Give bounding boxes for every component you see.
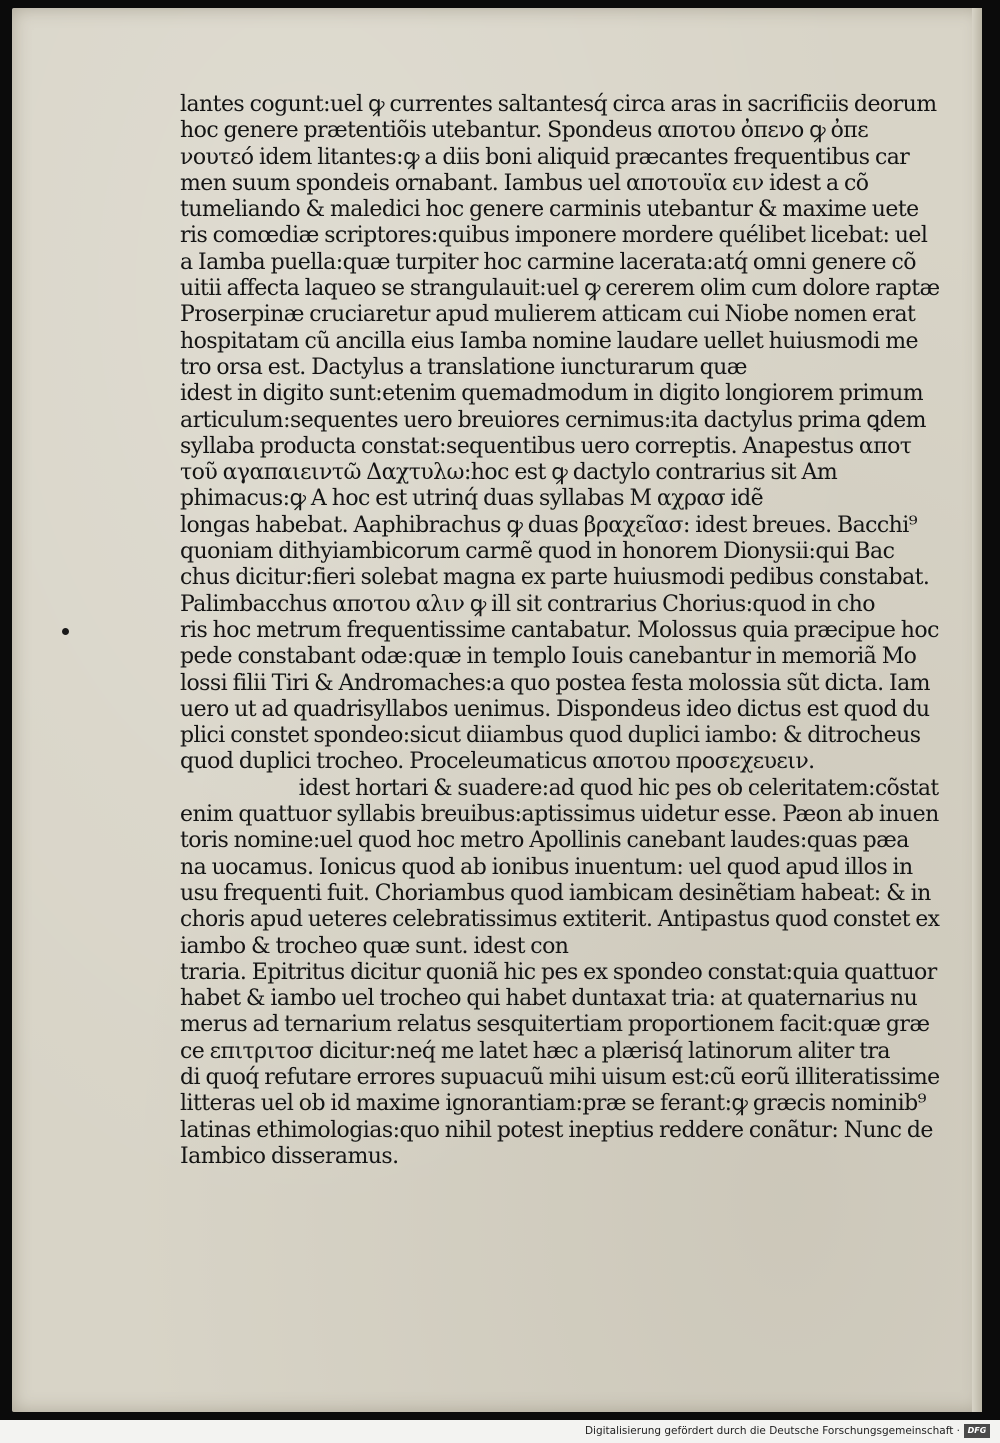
text-line: traria. Epitritus dicitur quoniã hic pes ex spondeo constat:quia quattuor [180, 959, 937, 985]
text-line: pede constabant odæ:quæ in templo Iouis canebantur in memoriã Mo [180, 644, 917, 670]
text-line: litteras uel ob id maxime ignorantiam:præ se ferant:ꝙ græcis nominib⁹ [180, 1091, 926, 1117]
text-line: plici constet spondeo:sicut diiambus quod duplici iambo: & ditrocheus [180, 723, 921, 749]
text-line: merus ad ternarium relatus sesquitertiam proportionem facit:quæ græ [180, 1012, 930, 1038]
text-line: quod duplici trocheo. Proceleumaticus αποτου προσεχευειν. [180, 749, 815, 775]
text-line: latinas ethimologias:quo nihil potest ineptius reddere conãtur: Nunc de [180, 1117, 933, 1143]
text-line: Palimbacchus αποτου αλιν ꝙ ill sit contrarius Chorius:quod in cho [180, 591, 875, 617]
text-line: hospitatam cũ ancilla eius Iamba nomine laudare uellet huiusmodi me [180, 328, 919, 354]
text-line: quoniam dithyiambicorum carmẽ quod in honorem Dionysii:qui Bac [180, 539, 895, 565]
text-line: na uocamus. Ionicus quod ab ionibus inuentum: uel quod apud illos in [180, 854, 913, 880]
text-line: di quoq́ refutare errores supuacuũ mihi uisum est:cũ eorũ illiteratissime [180, 1064, 940, 1090]
text-line: phimacus:ꝙ A hoc est utrinq́ duas syllabas Μ αχρασ idẽ [180, 486, 764, 512]
text-line: usu frequenti fuit. Choriambus quod iambicam desinẽtiam habeat: & in [180, 880, 931, 906]
text-line: chus dicitur:fieri solebat magna ex parte huiusmodi pedibus constabat. [180, 565, 930, 591]
text-line: lossi filii Tiri & Andromaches:a quo postea festa molossia sũt dicta. Iam [180, 670, 930, 696]
text-line: ce επιτριτοσ dicitur:neq́ me latet hæc a plærisq́ latinorum aliter tra [180, 1038, 890, 1064]
text-line: tumeliando & maledici hoc genere carminis utebantur & maxime uete [180, 197, 919, 223]
text-line: syllaba producta constat:sequentibus uero correptis. Anapestus αποτ [180, 433, 912, 459]
text-line: choris apud ueteres celebratissimus extiterit. Antipastus quod constet ex [180, 907, 940, 933]
text-line: tro orsa est. Dactylus a translatione iuncturarum quæ [180, 354, 747, 380]
margin-mark [62, 628, 69, 635]
text-line: toris nomine:uel quod hoc metro Apollinis canebant laudes:quas pæa [180, 828, 909, 854]
text-line: uitii affecta laqueo se strangulauit:uel ꝙ cererem olim cum dolore raptæ [180, 276, 940, 302]
text-line: Proserpinæ cruciaretur apud mulierem atticam cui Niobe nomen erat [180, 302, 916, 328]
text-line: idest hortari & suadere:ad quod hic pes ob celeritatem:cõstat [298, 775, 939, 801]
text-line: νουτεό idem litantes:ꝙ a diis boni aliquid præcantes frequentibus car [180, 144, 910, 170]
text-line: articulum:sequentes uero breuiores cernimus:ita dactylus prima ꝗdem [180, 407, 926, 433]
dfg-logo: DFG [964, 1424, 990, 1438]
page-edge [972, 8, 982, 1412]
text-line: uero ut ad quadrisyllabos uenimus. Dispondeus ideo dictus est quod du [180, 696, 930, 722]
text-line: hoc genere prætentiõis utebantur. Spondeus αποτου ὀπενο ꝙ ὀπε [180, 118, 869, 144]
text-line: τοῦ αγαπαιειντῶ Δαχτυλω:hoc est ꝙ dactylo contrarius sit Am [180, 460, 838, 486]
footer-bar [0, 1420, 1000, 1443]
text-line: idest in digito sunt:etenim quemadmodum in digito longiorem primum [180, 381, 924, 407]
body-text [180, 92, 940, 1170]
text-line: Iambico disseramus. [180, 1143, 399, 1169]
text-line: lantes cogunt:uel ꝙ currentes saltantesq́ circa aras in sacrificiis deorum [180, 92, 937, 117]
footer-credit: Digitalisierung gefördert durch die Deutsche Forschungsgemeinschaft · [584, 1425, 960, 1437]
text-line: ris hoc metrum frequentissime cantabatur. Molossus quia præcipue hoc [180, 617, 939, 643]
text-line: habet & iambo uel trocheo qui habet duntaxat tria: at quaternarius nu [180, 986, 918, 1012]
text-line: a Iamba puella:quæ turpiter hoc carmine lacerata:atq́ omni genere cõ [180, 249, 916, 275]
text-line: enim quattuor syllabis breuibus:aptissimus uidetur esse. Pæon ab inuen [180, 802, 939, 828]
text-line: iambo & trocheo quæ sunt. idest con [180, 933, 569, 959]
text-line: men suum spondeis ornabant. Iambus uel αποτουϊα ειν idest a cõ [180, 170, 869, 196]
text-line: longas habebat. Aaphibrachus ꝙ duas βραχεῖασ: idest breues. Bacchi⁹ [180, 512, 918, 538]
text-line: ris comœdiæ scriptores:quibus imponere mordere quélibet licebat: uel [180, 223, 928, 249]
